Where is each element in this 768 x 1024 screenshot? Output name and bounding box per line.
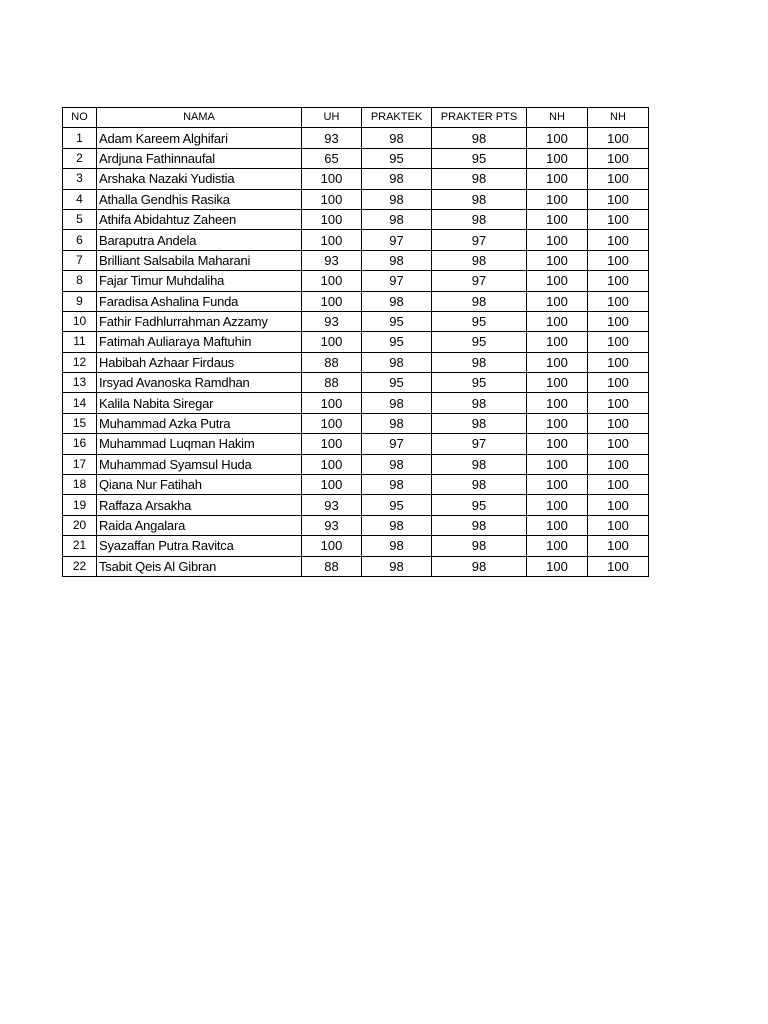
table-row <box>63 128 649 148</box>
no-cell: 16 <box>63 434 97 454</box>
praktek-cell: 98 <box>362 413 432 433</box>
table-row <box>63 332 649 352</box>
nh-2-cell: 100 <box>588 536 649 556</box>
name-cell: Habibah Azhaar Firdaus <box>97 352 302 372</box>
nh-2-cell: 100 <box>588 271 649 291</box>
uh-cell: 65 <box>302 148 362 168</box>
table-row <box>63 536 649 556</box>
praktek-cell: 98 <box>362 393 432 413</box>
grade-table <box>62 107 649 577</box>
nh-2-cell: 100 <box>588 230 649 250</box>
praktek-cell: 95 <box>362 332 432 352</box>
table-row <box>63 169 649 189</box>
prakter-pts-cell: 95 <box>432 148 527 168</box>
praktek-cell: 98 <box>362 352 432 372</box>
name-cell: Muhammad Azka Putra <box>97 413 302 433</box>
nh-2-cell: 100 <box>588 434 649 454</box>
praktek-cell: 98 <box>362 475 432 495</box>
name-cell: Muhammad Luqman Hakim <box>97 434 302 454</box>
table-row <box>63 271 649 291</box>
nh-1-cell: 100 <box>527 169 588 189</box>
table-row <box>63 189 649 209</box>
prakter-pts-cell: 95 <box>432 373 527 393</box>
nh-2-cell: 100 <box>588 311 649 331</box>
name-cell: Brilliant Salsabila Maharani <box>97 250 302 270</box>
prakter-pts-cell: 98 <box>432 515 527 535</box>
nh-2-cell: 100 <box>588 169 649 189</box>
prakter-pts-cell: 98 <box>432 413 527 433</box>
prakter-pts-cell: 98 <box>432 454 527 474</box>
nh-2-cell: 100 <box>588 515 649 535</box>
no-cell: 18 <box>63 475 97 495</box>
table-body <box>63 128 649 577</box>
name-cell: Fathir Fadhlurrahman Azzamy <box>97 311 302 331</box>
prakter-pts-cell: 98 <box>432 393 527 413</box>
uh-cell: 100 <box>302 413 362 433</box>
table-header-row <box>63 108 649 128</box>
table-row <box>63 475 649 495</box>
nh-2-cell: 100 <box>588 148 649 168</box>
prakter-pts-cell: 97 <box>432 271 527 291</box>
name-cell: Faradisa Ashalina Funda <box>97 291 302 311</box>
nh-1-cell: 100 <box>527 291 588 311</box>
no-cell: 4 <box>63 189 97 209</box>
name-cell: Athalla Gendhis Rasika <box>97 189 302 209</box>
uh-cell: 100 <box>302 454 362 474</box>
no-cell: 1 <box>63 128 97 148</box>
nh-2-cell: 100 <box>588 454 649 474</box>
header-nama: NAMA <box>97 108 302 128</box>
header-no: NO <box>63 108 97 128</box>
table-row <box>63 352 649 372</box>
uh-cell: 100 <box>302 536 362 556</box>
prakter-pts-cell: 98 <box>432 291 527 311</box>
header-praktek: PRAKTEK <box>362 108 432 128</box>
table-row <box>63 148 649 168</box>
table-row <box>63 250 649 270</box>
name-cell: Tsabit Qeis Al Gibran <box>97 556 302 576</box>
no-cell: 11 <box>63 332 97 352</box>
nh-1-cell: 100 <box>527 128 588 148</box>
praktek-cell: 98 <box>362 556 432 576</box>
name-cell: Fajar Timur Muhdaliha <box>97 271 302 291</box>
prakter-pts-cell: 98 <box>432 169 527 189</box>
nh-1-cell: 100 <box>527 230 588 250</box>
prakter-pts-cell: 95 <box>432 311 527 331</box>
praktek-cell: 95 <box>362 373 432 393</box>
praktek-cell: 95 <box>362 148 432 168</box>
nh-1-cell: 100 <box>527 515 588 535</box>
nh-2-cell: 100 <box>588 332 649 352</box>
nh-1-cell: 100 <box>527 495 588 515</box>
prakter-pts-cell: 95 <box>432 332 527 352</box>
name-cell: Raida Angalara <box>97 515 302 535</box>
praktek-cell: 98 <box>362 189 432 209</box>
prakter-pts-cell: 95 <box>432 495 527 515</box>
praktek-cell: 98 <box>362 536 432 556</box>
nh-1-cell: 100 <box>527 311 588 331</box>
praktek-cell: 97 <box>362 434 432 454</box>
uh-cell: 100 <box>302 169 362 189</box>
nh-1-cell: 100 <box>527 148 588 168</box>
uh-cell: 88 <box>302 373 362 393</box>
prakter-pts-cell: 98 <box>432 128 527 148</box>
nh-1-cell: 100 <box>527 373 588 393</box>
praktek-cell: 98 <box>362 169 432 189</box>
name-cell: Fatimah Auliaraya Maftuhin <box>97 332 302 352</box>
name-cell: Athifa Abidahtuz Zaheen <box>97 209 302 229</box>
table-row <box>63 373 649 393</box>
praktek-cell: 95 <box>362 495 432 515</box>
uh-cell: 88 <box>302 556 362 576</box>
nh-1-cell: 100 <box>527 536 588 556</box>
uh-cell: 100 <box>302 291 362 311</box>
nh-2-cell: 100 <box>588 209 649 229</box>
praktek-cell: 98 <box>362 291 432 311</box>
table-row <box>63 230 649 250</box>
nh-1-cell: 100 <box>527 189 588 209</box>
no-cell: 5 <box>63 209 97 229</box>
table-row <box>63 291 649 311</box>
table-row <box>63 515 649 535</box>
nh-1-cell: 100 <box>527 271 588 291</box>
nh-2-cell: 100 <box>588 189 649 209</box>
no-cell: 19 <box>63 495 97 515</box>
uh-cell: 93 <box>302 250 362 270</box>
uh-cell: 93 <box>302 515 362 535</box>
nh-2-cell: 100 <box>588 495 649 515</box>
nh-2-cell: 100 <box>588 373 649 393</box>
prakter-pts-cell: 97 <box>432 230 527 250</box>
nh-2-cell: 100 <box>588 250 649 270</box>
name-cell: Muhammad Syamsul Huda <box>97 454 302 474</box>
nh-1-cell: 100 <box>527 413 588 433</box>
table-row <box>63 556 649 576</box>
header-nh-1: NH <box>527 108 588 128</box>
praktek-cell: 98 <box>362 128 432 148</box>
no-cell: 9 <box>63 291 97 311</box>
no-cell: 20 <box>63 515 97 535</box>
no-cell: 2 <box>63 148 97 168</box>
praktek-cell: 97 <box>362 271 432 291</box>
nh-1-cell: 100 <box>527 393 588 413</box>
header-prakter-pts: PRAKTER PTS <box>432 108 527 128</box>
name-cell: Adam Kareem Alghifari <box>97 128 302 148</box>
no-cell: 17 <box>63 454 97 474</box>
prakter-pts-cell: 98 <box>432 209 527 229</box>
nh-2-cell: 100 <box>588 128 649 148</box>
uh-cell: 100 <box>302 434 362 454</box>
prakter-pts-cell: 98 <box>432 536 527 556</box>
nh-1-cell: 100 <box>527 454 588 474</box>
uh-cell: 93 <box>302 311 362 331</box>
nh-1-cell: 100 <box>527 209 588 229</box>
table-row <box>63 434 649 454</box>
name-cell: Irsyad Avanoska Ramdhan <box>97 373 302 393</box>
nh-1-cell: 100 <box>527 250 588 270</box>
name-cell: Syazaffan Putra Ravitca <box>97 536 302 556</box>
uh-cell: 100 <box>302 475 362 495</box>
nh-2-cell: 100 <box>588 413 649 433</box>
uh-cell: 100 <box>302 209 362 229</box>
praktek-cell: 97 <box>362 230 432 250</box>
praktek-cell: 95 <box>362 311 432 331</box>
table-row <box>63 311 649 331</box>
prakter-pts-cell: 97 <box>432 434 527 454</box>
no-cell: 13 <box>63 373 97 393</box>
praktek-cell: 98 <box>362 209 432 229</box>
uh-cell: 100 <box>302 271 362 291</box>
uh-cell: 100 <box>302 189 362 209</box>
no-cell: 12 <box>63 352 97 372</box>
prakter-pts-cell: 98 <box>432 475 527 495</box>
no-cell: 14 <box>63 393 97 413</box>
nh-1-cell: 100 <box>527 434 588 454</box>
nh-1-cell: 100 <box>527 475 588 495</box>
name-cell: Arshaka Nazaki Yudistia <box>97 169 302 189</box>
name-cell: Kalila Nabita Siregar <box>97 393 302 413</box>
table-row <box>63 209 649 229</box>
prakter-pts-cell: 98 <box>432 556 527 576</box>
uh-cell: 93 <box>302 128 362 148</box>
table-row <box>63 393 649 413</box>
name-cell: Raffaza Arsakha <box>97 495 302 515</box>
nh-2-cell: 100 <box>588 475 649 495</box>
nh-2-cell: 100 <box>588 556 649 576</box>
uh-cell: 100 <box>302 393 362 413</box>
name-cell: Ardjuna Fathinnaufal <box>97 148 302 168</box>
no-cell: 10 <box>63 311 97 331</box>
nh-1-cell: 100 <box>527 352 588 372</box>
no-cell: 15 <box>63 413 97 433</box>
no-cell: 6 <box>63 230 97 250</box>
name-cell: Qiana Nur Fatihah <box>97 475 302 495</box>
nh-1-cell: 100 <box>527 556 588 576</box>
nh-2-cell: 100 <box>588 352 649 372</box>
no-cell: 22 <box>63 556 97 576</box>
no-cell: 8 <box>63 271 97 291</box>
no-cell: 3 <box>63 169 97 189</box>
nh-2-cell: 100 <box>588 291 649 311</box>
table-row <box>63 495 649 515</box>
no-cell: 7 <box>63 250 97 270</box>
table-row <box>63 413 649 433</box>
nh-1-cell: 100 <box>527 332 588 352</box>
prakter-pts-cell: 98 <box>432 250 527 270</box>
uh-cell: 100 <box>302 332 362 352</box>
table-row <box>63 454 649 474</box>
praktek-cell: 98 <box>362 250 432 270</box>
uh-cell: 88 <box>302 352 362 372</box>
name-cell: Baraputra Andela <box>97 230 302 250</box>
prakter-pts-cell: 98 <box>432 189 527 209</box>
header-nh-2: NH <box>588 108 649 128</box>
no-cell: 21 <box>63 536 97 556</box>
praktek-cell: 98 <box>362 515 432 535</box>
prakter-pts-cell: 98 <box>432 352 527 372</box>
nh-2-cell: 100 <box>588 393 649 413</box>
header-uh: UH <box>302 108 362 128</box>
uh-cell: 93 <box>302 495 362 515</box>
uh-cell: 100 <box>302 230 362 250</box>
praktek-cell: 98 <box>362 454 432 474</box>
